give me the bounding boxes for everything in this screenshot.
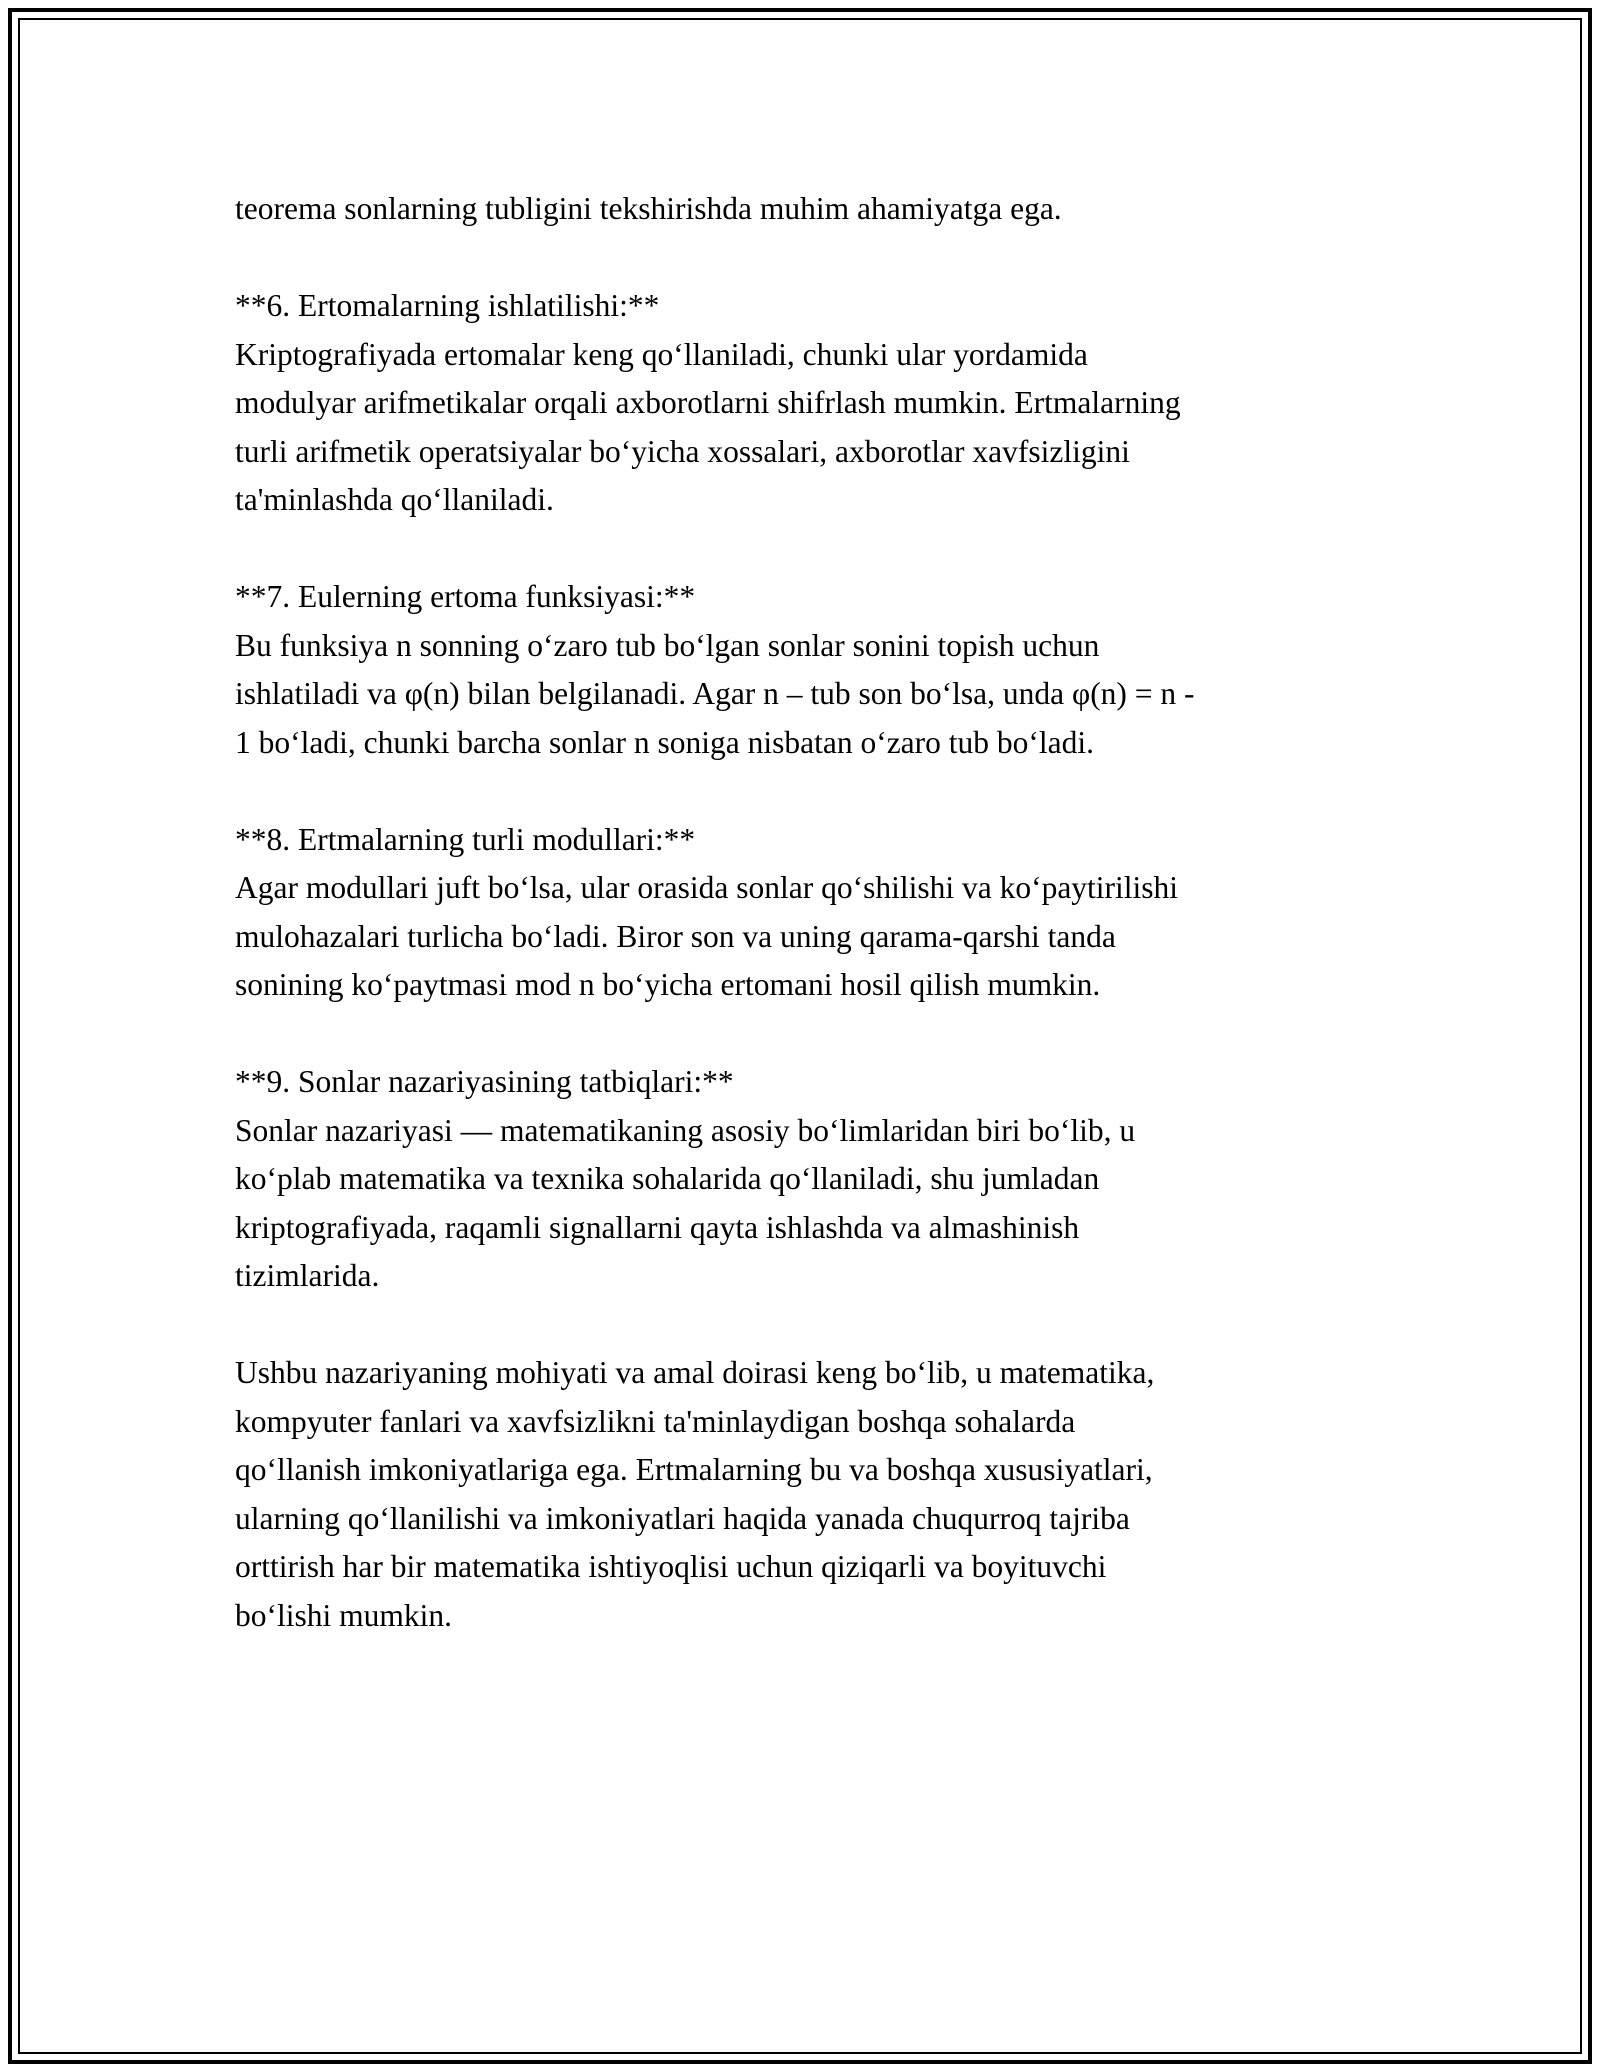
section-7 (235, 573, 1370, 767)
text-line: qo‘llanish imkoniyatlariga ega. Ertmalarning bu va boshqa xususiyatlari, (235, 1452, 1153, 1487)
text-line: ishlatiladi va φ(n) bilan belgilanadi. Agar n – tub son bo‘lsa, unda φ(n) = n - (235, 676, 1195, 711)
section-heading: **8. Ertmalarning turli modullari:** (235, 821, 696, 857)
text-line: Bu funksiya n sonning o‘zaro tub bo‘lgan sonlar sonini topish uchun (235, 627, 1100, 663)
text-line: bo‘lishi mumkin. (235, 1597, 453, 1633)
section-9 (235, 1058, 1370, 1301)
text-line: modulyar arifmetikalar orqali axborotlarni shifrlash mumkin. Ertmalarning (235, 385, 1181, 420)
text-line: teorema sonlarning tubligini tekshirishda muhim ahamiyatga ega. (235, 191, 1062, 226)
text-line: Sonlar nazariyasi — matematikaning asosiy bo‘limlaridan biri bo‘lib, u (235, 1112, 1136, 1148)
text-line: kriptografiyada, raqamli signallarni qayta ishlashda va almashinish (235, 1209, 1080, 1245)
text-line: Kriptografiyada ertomalar keng qo‘llaniladi, chunki ular yordamida (235, 336, 1088, 372)
text-line: 1 bo‘ladi, chunki barcha sonlar n soniga nisbatan o‘zaro tub bo‘ladi. (235, 724, 1095, 760)
text-line: ularning qo‘llanilishi va imkoniyatlari haqida yanada chuqurroq tajriba (235, 1500, 1130, 1536)
text-line: ko‘plab matematika va texnika sohalarida qo‘llaniladi, shu jumladan (235, 1161, 1100, 1196)
text-line: tizimlarida. (235, 1258, 380, 1293)
section-heading: **9. Sonlar nazariyasining tatbiqlari:** (235, 1064, 734, 1099)
section-6 (235, 282, 1370, 525)
text-line: Agar modullari juft bo‘lsa, ular orasida sonlar qo‘shilishi va ko‘paytirilishi (235, 870, 1179, 905)
text-line: Ushbu nazariyaning mohiyati va amal doirasi keng bo‘lib, u matematika, (235, 1355, 1155, 1390)
section-heading: **6. Ertomalarning ishlatilishi:** (235, 288, 660, 323)
section-8 (235, 816, 1370, 1010)
document-body (235, 185, 1370, 1689)
text-line: turli arifmetik operatsiyalar bo‘yicha xossalari, axborotlar xavfsizligini (235, 433, 1130, 469)
text-line: sonining ko‘paytmasi mod n bo‘yicha ertomani hosil qilish mumkin. (235, 967, 1101, 1002)
section-heading: **7. Eulerning ertoma funksiyasi:** (235, 579, 696, 614)
paragraph-theorem-end (235, 185, 1370, 234)
text-line: kompyuter fanlari va xavfsizlikni ta'minlaydigan boshqa sohalarda (235, 1403, 1076, 1439)
paragraph-conclusion (235, 1349, 1370, 1640)
text-line: mulohazalari turlicha bo‘ladi. Biror son va uning qarama-qarshi tanda (235, 918, 1116, 954)
text-line: orttirish har bir matematika ishtiyoqlisi uchun qiziqarli va boyituvchi (235, 1549, 1107, 1584)
text-line: ta'minlashda qo‘llaniladi. (235, 482, 554, 517)
